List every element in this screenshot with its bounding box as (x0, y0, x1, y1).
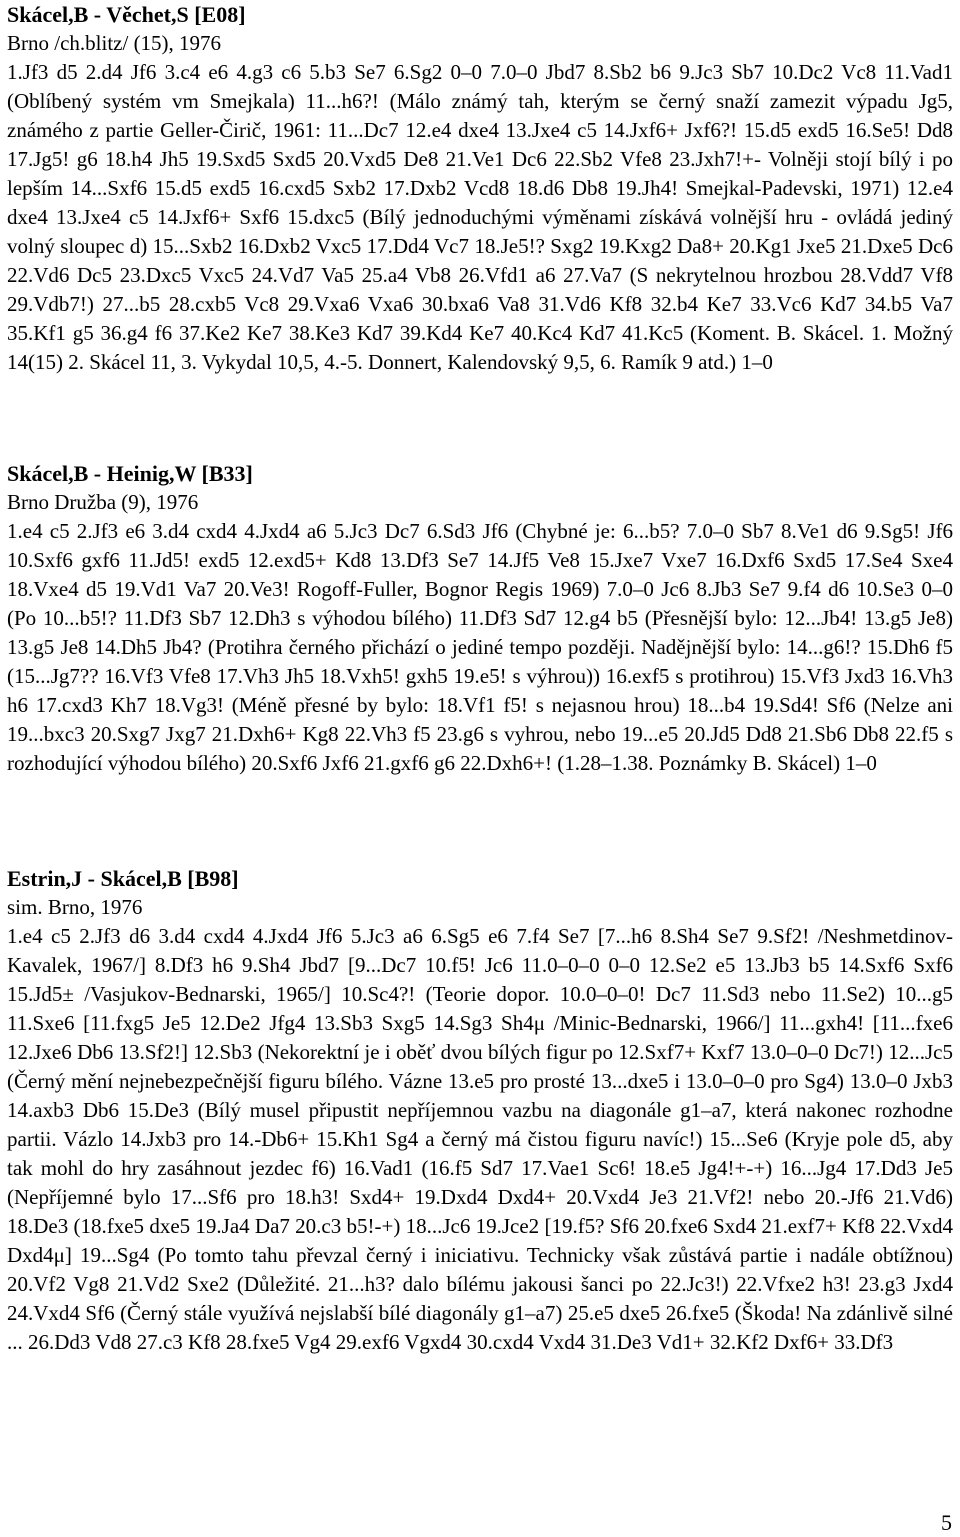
game-header: Skácel,B - Heinig,W [B33] (7, 461, 253, 486)
page-number: 5 (941, 1510, 952, 1535)
game-2 (7, 459, 953, 778)
game-event: Brno /ch.blitz/ (15), 1976 (7, 31, 222, 55)
game-moves: 1.e4 c5 2.Jf3 e6 3.d4 cxd4 4.Jxd4 a6 5.Jc3 Dc7 6.Sd3 Jf6 (Chybné je: 6...b5? 7.0–0 Sb7 8.Ve1 d6 9.Sg5! Jf6 10.Sxf6 gxf6 11.Jd5! exd5 12.exd5+ Kd8 13.Df3 Se7 14.Jf5 Ve8 15.Jxe7 Vxe7 16.Dxf6 Sxd5 17.Se4 Sxe4 18.Vxe4 d5 19.Vd1 Va7 20.Ve3! Rogoff-Fuller, Bognor Regis 1969) 7.0–0 Jc6 8.Jb3 Se7 9.f4 d6 10.Se3 0–0 (Po 10...b5!? 11.Df3 Sb7 12.Dh3 s výhodou bílého) 11.Df3 Sd7 12.g4 b5 (Přesnější bylo: 12...Jb4! 13.g5 Je8) 13.g5 Je8 14.Dh5 Jb4? (Protihra černého přichází o jediné tempo později. Nadějnější bylo: 14...g6!? 15.Dh6 f5 (15...Jg7?? 16.Vf3 Vfe8 17.Vh3 Jh5 18.Vxh5! gxh5 19.e5! s výhrou)) 16.exf5 s protihrou) 15.Vf3 Jxd3 16.Vh3 h6 17.cxd3 Kh7 18.Vg3! (Méně přesné by bylo: 18.Vf1 f5! s nejasnou hrou) 18...b4 19.Sd4! Sf6 (Nelze ani 19...bxc3 20.Sxg7 Jxg7 21.Dxh6+ Kg8 22.Vh3 f5 23.g6 s vyhrou, nebo 19...e5 20.Jd5 Dd8 21.Sb6 Db8 22.f5 s rozhodující výhodou bílého) 20.Sxf6 Jxf6 21.gxf6 g6 22.Dxh6+! (1.28–1.38. Poznámky B. Skácel) 1–0 (7, 519, 953, 775)
game-event: sim. Brno, 1976 (7, 895, 143, 919)
game-moves: 1.Jf3 d5 2.d4 Jf6 3.c4 e6 4.g3 c6 5.b3 Se7 6.Sg2 0–0 7.0–0 Jbd7 8.Sb2 b6 9.Jc3 Sb7 10.Dc2 Vc8 11.Vad1 (Oblíbený systém vm Smejkala) 11...h6?! (Málo známý tah, kterým se černý snaží zamezit výpadu Jg5, známého z partie Geller-Čirič, 1961: 11...Dc7 12.e4 dxe4 13.Jxe4 c5 14.Jxf6+ Jxf6?! 15.d5 exd5 16.Se5! Dd8 17.Jg5! g6 18.h4 Jh5 19.Sxd5 Sxd5 20.Vxd5 De8 21.Ve1 Dc6 22.Sb2 Vfe8 23.Jxh7!+- Volněji stojí bílý i po lepším 14...Sxf6 15.d5 exd5 16.cxd5 Sxb2 17.Dxb2 Vcd8 18.d6 Db8 19.Jh4! Smejkal-Padevski, 1971) 12.e4 dxe4 13.Jxe4 c5 14.Jxf6+ Sxf6 15.dxc5 (Bílý jednoduchými výměnami získává volnější hru - ovládá jediný volný sloupec d) 15...Sxb2 16.Dxb2 Vxc5 17.Dd4 Vc7 18.Je5!? Sxg2 19.Kxg2 Da8+ 20.Kg1 Jxe5 21.Dxe5 Dc6 22.Vd6 Dc5 23.Dxc5 Vxc5 24.Vd7 Va5 25.a4 Vb8 26.Vfd1 a6 27.Va7 (S nekrytelnou hrozbou 28.Vdd7 Vf8 29.Vdb7!) 27...b5 28.cxb5 Vc8 29.Vxa6 Vxa6 30.bxa6 Va8 31.Vd6 Kf8 32.b4 Ke7 33.Vc6 Kd7 34.b5 Va7 35.Kf1 g5 36.g4 f6 37.Ke2 Ke7 38.Ke3 Kd7 39.Kd4 Ke7 40.Kc4 Kd7 41.Kc5 (Koment. B. Skácel. 1. Možný 14(15) 2. Skácel 11, 3. Vykydal 10,5, 4.-5. Donnert, Kalendovský 9,5, 6. Ramík 9 atd.) 1–0 (7, 60, 953, 374)
game-header: Estrin,J - Skácel,B [B98] (7, 866, 239, 891)
game-event: Brno Družba (9), 1976 (7, 490, 199, 514)
game-moves: 1.e4 c5 2.Jf3 d6 3.d4 cxd4 4.Jxd4 Jf6 5.Jc3 a6 6.Sg5 e6 7.f4 Se7 [7...h6 8.Sh4 Se7 9.Sf2! /Neshmetdinov-Kavalek, 1967/] 8.Df3 h6 9.Sh4 Jbd7 [9...Dc7 10.f5! Jc6 11.0–0–0 0–0 12.Se2 e5 13.Jb3 b5 14.Sxf6 Sxf6 15.Jd5± /Vasjukov-Bednarski, 1965/] 10.Sc4?! (Teorie dopor. 10.0–0–0! Dc7 11.Sd3 nebo 11.Se2) 10...g5 11.Sxe6 [11.fxg5 Je5 12.De2 Jfg4 13.Sb3 Sxg5 14.Sg3 Sh4μ /Minic-Bednarski, 1966/] 11...gxh4! [11...fxe6 12.Jxe6 Db6 13.Sf2!] 12.Sb3 (Nekorektní je i oběť dvou bílých figur po 12.Sxf7+ Kxf7 13.0–0–0 Dc7!) 12...Jc5 (Černý mění nejnebezpečnější figuru bílého. Vázne 13.e5 pro prosté 13...dxe5 i 13.0–0–0 pro Sg4) 13.0–0 Jxb3 14.axb3 Db6 15.De3 (Bílý musel připustit nepříjemnou vazbu na diagonále g1–a7, která nakonec rozhodne partii. Vázlo 14.Jxb3 pro 14.-Db6+ 15.Kh1 Sg4 a černý má čistou figuru navíc!) 15...Se6 (Kryje pole d5, aby tak mohl do hry zasáhnout jezdec f6) 16.Vad1 (16.f5 Sd7 17.Vae1 Sc6! 18.e5 Jg4!+-+) 16...Jg4 17.Dd3 Je5 (Nepříjemné bylo 17...Sf6 pro 18.h3! Sxd4+ 19.Dxd4 Dxd4+ 20.Vxd4 Je3 21.Vf2! nebo 20.-Jf6 21.Vd6) 18.De3 (18.fxe5 dxe5 19.Ja4 Da7 20.c3 b5!-+) 18...Jc6 19.Jce2 [19.f5? Sf6 20.fxe6 Sxd4 21.exf7+ Kf8 22.Vxd4 Dxd4μ] 19...Sg4 (Po tomto tahu převzal černý i iniciativu. Technicky však zůstává partie i nadále obtížnou) 20.Vf2 Vg8 21.Vd2 Sxe2 (Důležité. 21...h3? dalo bílému jakousi šanci po 22.Jc3!) 22.Vfxe2 h3! 23.g3 Jxd4 24.Vxd4 Sf6 (Černý stále využívá nejslabší bílé diagonály g1–a7) 25.e5 dxe5 26.fxe5 (Škoda! Na zdánlivě silné ... 26.Dd3 Vd8 27.c3 Kf8 28.fxe5 Vg4 29.exf6 Vgxd4 30.cxd4 Vxd4 31.De3 Vd1+ 32.Kf2 Dxf6+ 33.Df3 (7, 924, 953, 1354)
game-1 (7, 0, 953, 377)
game-3 (7, 864, 953, 1357)
game-header: Skácel,B - Věchet,S [E08] (7, 2, 246, 27)
